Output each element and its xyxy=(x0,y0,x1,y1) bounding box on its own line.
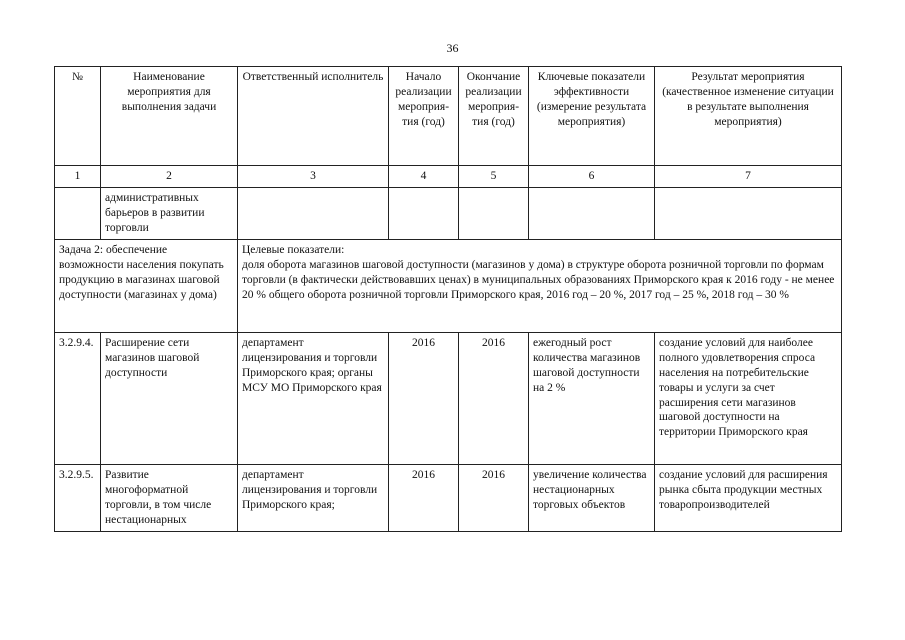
header-row xyxy=(55,67,842,166)
header-result: Результат мероприятия (качественное изменение ситуации в результате выполнения мероприятия) xyxy=(655,67,842,166)
column-number: 2 xyxy=(101,166,238,188)
measure-end-year: 2016 xyxy=(459,332,529,464)
task-title: Задача 2: обеспечение возможности населения покупать продукцию в магазинах шаговой доступности (магазинах у дома) xyxy=(55,239,238,332)
column-number: 6 xyxy=(529,166,655,188)
header-end-year: Окончание реализации мероприя-тия (год) xyxy=(459,67,529,166)
empty-cell xyxy=(389,187,459,239)
table-row xyxy=(55,332,842,464)
continuation-row xyxy=(55,187,842,239)
header-measure-name: Наименование мероприятия для выполнения задачи xyxy=(101,67,238,166)
measure-start-year: 2016 xyxy=(389,464,459,531)
measure-name: Развитие многоформатной торговли, в том числе нестационарных xyxy=(101,464,238,531)
header-kpi: Ключевые показатели эффективности (измерение результата мероприятия) xyxy=(529,67,655,166)
column-number-row xyxy=(55,166,842,188)
empty-cell xyxy=(55,187,101,239)
column-number: 5 xyxy=(459,166,529,188)
measure-executor: департамент лицензирования и торговли Приморского края; xyxy=(238,464,389,531)
targets-text: доля оборота магазинов шаговой доступности (магазинов у дома) в структуре оборота розничной торговли по формам торговли (в фактически действовавших ценах) в муниципальных образованиях Приморского края к 2016 году - не менее 20 % общего оборота розничной торговли Приморского края, 2016 год – 20 %, 2017 год – 25 %, 2018 год – 30 % xyxy=(242,258,835,301)
empty-cell xyxy=(655,187,842,239)
measures-table xyxy=(54,66,842,532)
measure-kpi: увеличение количества нестационарных торговых объектов xyxy=(529,464,655,531)
measure-result: создание условий для наиболее полного удовлетворения спроса населения на потребительские товары и услуги за счет расширения сети магазинов шаговой доступности на территории Приморского края xyxy=(655,332,842,464)
column-number: 7 xyxy=(655,166,842,188)
continuation-name: административных барьеров в развитии торговли xyxy=(101,187,238,239)
measure-kpi: ежегодный рост количества магазинов шаговой доступности на 2 % xyxy=(529,332,655,464)
empty-cell xyxy=(238,187,389,239)
header-number: № xyxy=(55,67,101,166)
column-number: 1 xyxy=(55,166,101,188)
table-row xyxy=(55,464,842,531)
targets-label: Целевые показатели: xyxy=(242,243,345,256)
measure-number: 3.2.9.4. xyxy=(55,332,101,464)
page-number: 36 xyxy=(446,41,459,55)
header-start-year: Начало реализации мероприя-тия (год) xyxy=(389,67,459,166)
measure-result: создание условий для расширения рынка сбыта продукции местных товаропроизводителей xyxy=(655,464,842,531)
task-row xyxy=(55,239,842,332)
header-executor: Ответственный исполнитель xyxy=(238,67,389,166)
column-number: 4 xyxy=(389,166,459,188)
measure-start-year: 2016 xyxy=(389,332,459,464)
measure-end-year: 2016 xyxy=(459,464,529,531)
task-targets xyxy=(238,239,842,332)
measure-number: 3.2.9.5. xyxy=(55,464,101,531)
empty-cell xyxy=(459,187,529,239)
measure-name: Расширение сети магазинов шаговой доступности xyxy=(101,332,238,464)
column-number: 3 xyxy=(238,166,389,188)
empty-cell xyxy=(529,187,655,239)
measure-executor: департамент лицензирования и торговли Приморского края; органы МСУ МО Приморского края xyxy=(238,332,389,464)
